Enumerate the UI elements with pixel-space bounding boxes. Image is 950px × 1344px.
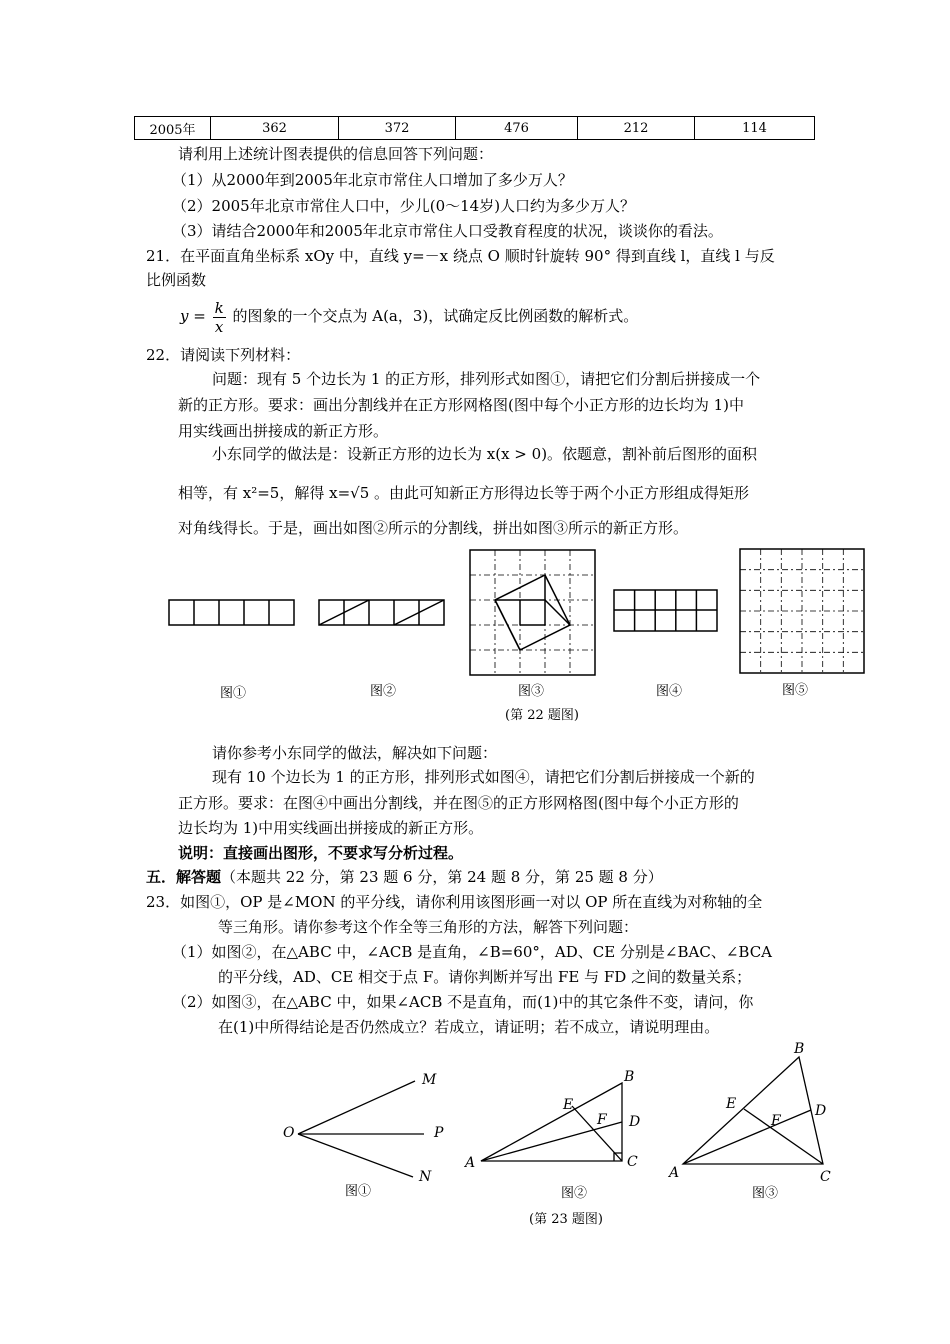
q20-item-2: （2）2005年北京市常住人口中，少儿(0～14岁)人口约为多少万人？: [172, 197, 636, 215]
fig23-label-1: 图①: [345, 1184, 372, 1199]
fig23-1-point-M: M: [422, 1072, 437, 1088]
q22-title: 22．请阅读下列材料：: [146, 346, 301, 364]
q22-p3-line-1: 请你参考小东同学的做法，解决如下问题：: [212, 744, 498, 762]
q21-line-3: 的图象的一个交点为 A(a，3)，试确定反比例函数的解析式。: [232, 307, 639, 325]
fig23-2-point-D: D: [629, 1114, 641, 1130]
table-cell: 212: [578, 117, 695, 140]
table-cell: 114: [695, 117, 815, 140]
fig22-label-5: 图⑤: [782, 683, 809, 698]
q22-p1-line-2: 新的正方形。要求：画出分割线并在正方形网格图(图中每个小正方形的边长均为 1)中: [178, 396, 745, 414]
q23-line-4: 的平分线，AD、CE 相交于点 F。请你判断并写出 FE 与 FD 之间的数量关系；: [218, 968, 752, 986]
q22-p3-line-3: 正方形。要求：在图④中画出分割线，并在图⑤的正方形网格图(图中每个小正方形的: [178, 794, 739, 812]
table-cell: 476: [456, 117, 578, 140]
q20-item-3: （3）请结合2000年和2005年北京市常住人口受教育程度的状况，谈谈你的看法。: [172, 222, 723, 240]
q21-formula-prefix: y =: [180, 307, 206, 325]
fig23-1-point-O: O: [283, 1125, 295, 1141]
fig23-3-point-A: A: [669, 1165, 680, 1181]
intro-text: 请利用上述统计图表提供的信息回答下列问题：: [178, 145, 494, 163]
q22-p1-line-3: 用实线画出拼接成的新正方形。: [178, 422, 389, 440]
fig23-3-point-F: F: [771, 1113, 781, 1129]
q23-line-3: （1）如图②，在△ABC 中，∠ACB 是直角，∠B=60°，AD、CE 分别是∠BAC、∠BCA: [172, 943, 773, 961]
table-cell: 362: [211, 117, 339, 140]
q22-p2-line-3: 对角线得长。于是，画出如图②所示的分割线，拼出如图③所示的新正方形。: [178, 519, 689, 537]
fig23-2-point-C: C: [627, 1154, 638, 1170]
fig23-caption: (第 23 题图): [529, 1212, 603, 1227]
q22-p3-line-2: 现有 10 个边长为 1 的正方形，排列形式如图④，请把它们分割后拼接成一个新的: [212, 768, 755, 786]
q23-line-1: 23．如图①，OP 是∠MON 的平分线，请你利用该图形画一对以 OP 所在直线为对称轴的全: [146, 893, 763, 911]
fig23-2-point-B: B: [624, 1069, 635, 1085]
fig22-label-2: 图②: [370, 684, 397, 699]
q21-line-1: 21．在平面直角坐标系 xOy 中，直线 y=－x 绕点 O 顺时针旋转 90° 得到直线 l，直线 l 与反: [146, 247, 775, 265]
q22-note: 说明：直接画出图形，不要求写分析过程。: [178, 844, 464, 862]
q22-p2-line-1: 小东同学的做法是：设新正方形的边长为 x(x > 0)。依题意，割补前后图形的面积: [212, 445, 758, 463]
q21-line-2: 比例函数: [146, 271, 207, 289]
fig23-1-angle: [298, 1081, 424, 1177]
fig23-label-3: 图③: [752, 1186, 779, 1201]
fig23-label-2: 图②: [561, 1186, 588, 1201]
section5-detail: （本题共 22 分，第 23 题 6 分，第 24 题 8 分，第 25 题 8 分）: [221, 868, 663, 886]
fraction-denominator: x: [214, 317, 224, 336]
q23-line-5: （2）如图③，在△ABC 中，如果∠ACB 不是直角，而(1)中的其它条件不变，请问，你: [172, 993, 754, 1011]
q23-line-6: 在(1)中所得结论是否仍然成立？若成立，请证明；若不成立，请说明理由。: [218, 1018, 720, 1036]
q22-p3-line-4: 边长均为 1)中用实线画出拼接成的新正方形。: [178, 819, 484, 837]
fig23-3-point-B: B: [794, 1041, 805, 1057]
fig23-2-point-F: F: [597, 1112, 607, 1128]
table-cell-year: 2005年: [135, 117, 211, 140]
fig22-label-1: 图①: [220, 686, 247, 701]
fraction-numerator: k: [214, 298, 224, 317]
fig23-3-triangle: [683, 1057, 823, 1164]
fig23-2-point-A: A: [465, 1155, 476, 1171]
q22-p2-line-2: 相等，有 x²=5，解得 x=√5 。由此可知新正方形得边长等于两个小正方形组成得矩形: [178, 484, 750, 502]
fig22-caption: (第 22 题图): [505, 708, 579, 723]
section5-title: 五．解答题: [146, 868, 222, 886]
fig23-3-point-E: E: [726, 1096, 737, 1112]
fig23-2-point-E: E: [563, 1097, 574, 1113]
q23-line-2: 等三角形。请你参考这个作全等三角形的方法，解答下列问题：: [218, 918, 639, 936]
fig23-1-point-P: P: [434, 1125, 444, 1141]
q22-p1-line-1: 问题：现有 5 个边长为 1 的正方形，排列形式如图①，请把它们分割后拼接成一个: [212, 370, 761, 388]
fig22-label-4: 图④: [656, 684, 683, 699]
fig23-1-point-N: N: [419, 1169, 432, 1185]
fig23-3-point-D: D: [815, 1103, 827, 1119]
q20-item-1: （1）从2000年到2005年北京市常住人口增加了多少万人？: [172, 171, 573, 189]
table-cell: 372: [339, 117, 456, 140]
fig22-label-3: 图③: [518, 684, 545, 699]
fig23-3-point-C: C: [820, 1169, 831, 1185]
